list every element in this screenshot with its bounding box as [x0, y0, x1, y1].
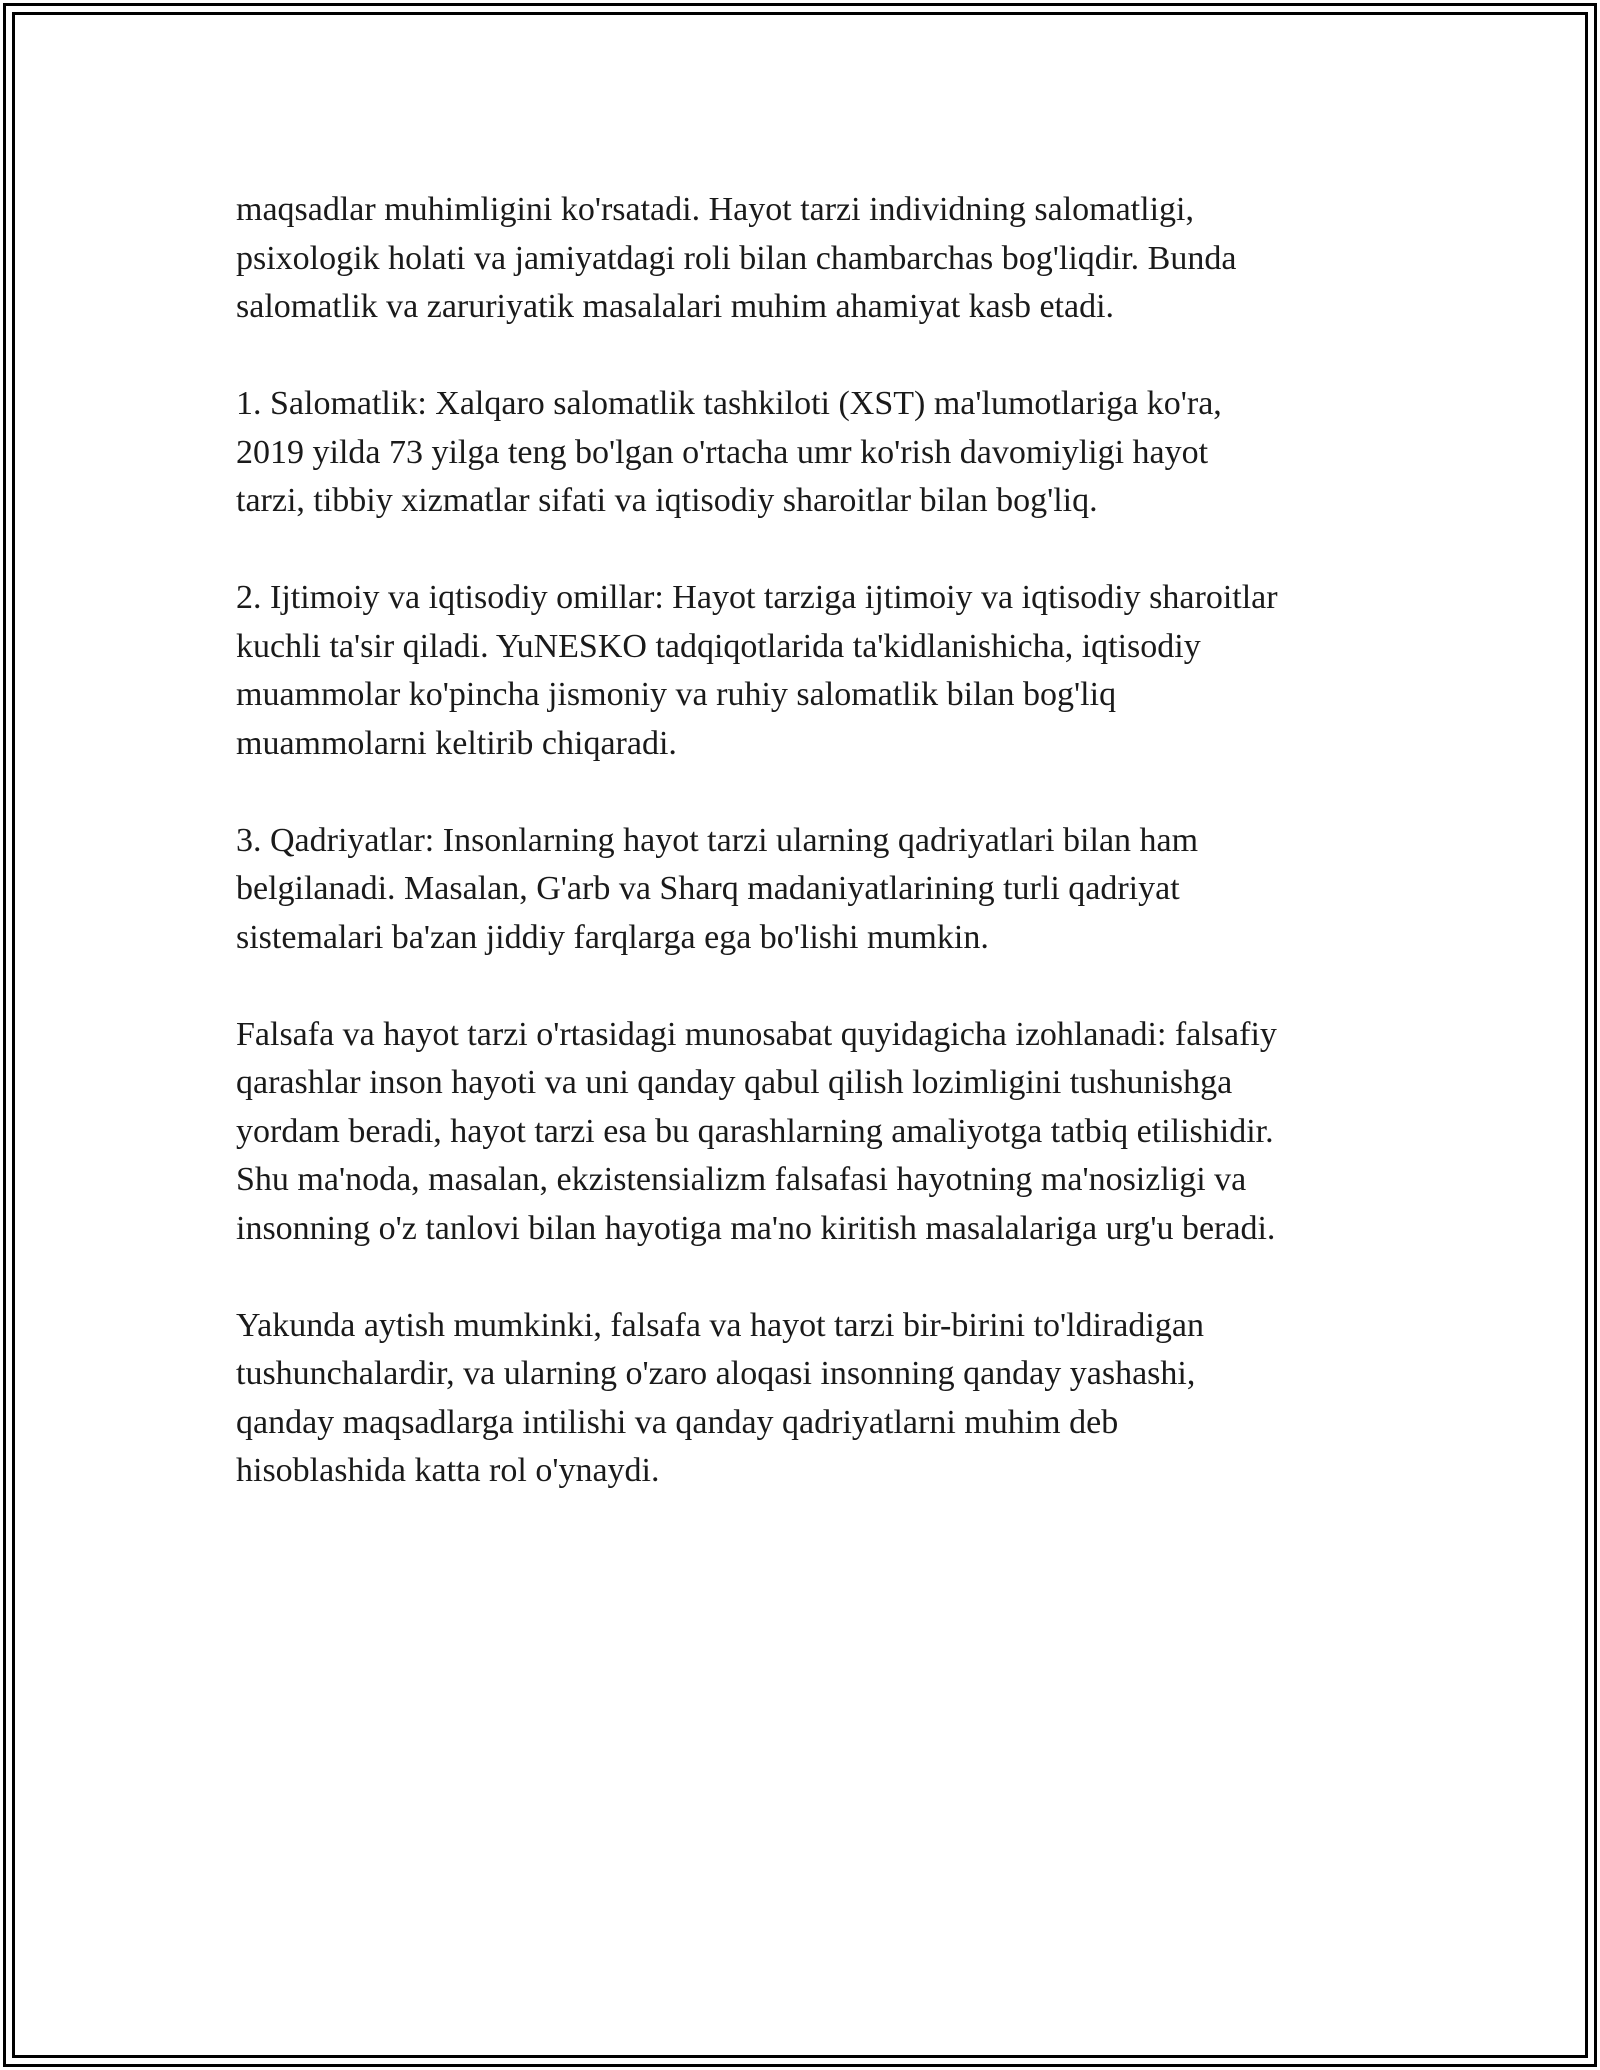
paragraph-qadriyatlar: 3. Qadriyatlar: Insonlarning hayot tarzi ularning qadriyatlari bilan ham belgilanadi. Masalan, G'arb va Sharq madaniyatlarining turli qadriyat sistemalari ba'zan jiddiy farqlarga ega bo'lishi mumkin. [236, 821, 1199, 956]
paragraph-falsafa-munosabat: Falsafa va hayot tarzi o'rtasidagi munosabat quyidagicha izohlanadi: falsafiy qarashlar inson hayoti va uni qanday qabul qilish lozimligini tushunishga yordam beradi, hayot tarzi esa bu qarashlarning amaliyotga tatbiq etilishidir. Shu ma'noda, masalan, ekzistensializm falsafasi hayotning ma'nosizligi va insonning o'z tanlovi bilan hayotiga ma'no kiritish masalalariga urg'u beradi. [236, 1015, 1277, 1247]
document-body [236, 186, 1376, 1496]
paragraph-intro: maqsadlar muhimligini ko'rsatadi. Hayot tarzi individning salomatligi, psixologik holati va jamiyatdagi roli bilan chambarchas bog'liqdir. Bunda salomatlik va zaruriyatik masalalari muhim ahamiyat kasb etadi. [236, 191, 1237, 325]
paragraph-salomatlik: 1. Salomatlik: Xalqaro salomatlik tashkiloti (XST) ma'lumotlariga ko'ra, 2019 yilda 73 yilga teng bo'lgan o'rtacha umr ko'rish davomiyligi hayot tarzi, tibbiy xizmatlar sifati va iqtisodiy sharoitlar bilan bog'liq. [236, 385, 1222, 519]
paragraph-ijtimoiy-omillar: 2. Ijtimoiy va iqtisodiy omillar: Hayot tarziga ijtimoiy va iqtisodiy sharoitlar kuchli ta'sir qiladi. YuNESKO tadqiqotlarida ta'kidlanishicha, iqtisodiy muammolar ko'pincha jismoniy va ruhiy salomatlik bilan bog'liq muammolarni keltirib chiqaradi. [236, 579, 1278, 762]
paragraph-xulosa: Yakunda aytish mumkinki, falsafa va hayot tarzi bir-birini to'ldiradigan tushunchalardir, va ularning o'zaro aloqasi insonning qanday yashashi, qanday maqsadlarga intilishi va qanday qadriyatlarni muhim deb hisoblashida katta rol o'ynaydi. [236, 1306, 1204, 1489]
